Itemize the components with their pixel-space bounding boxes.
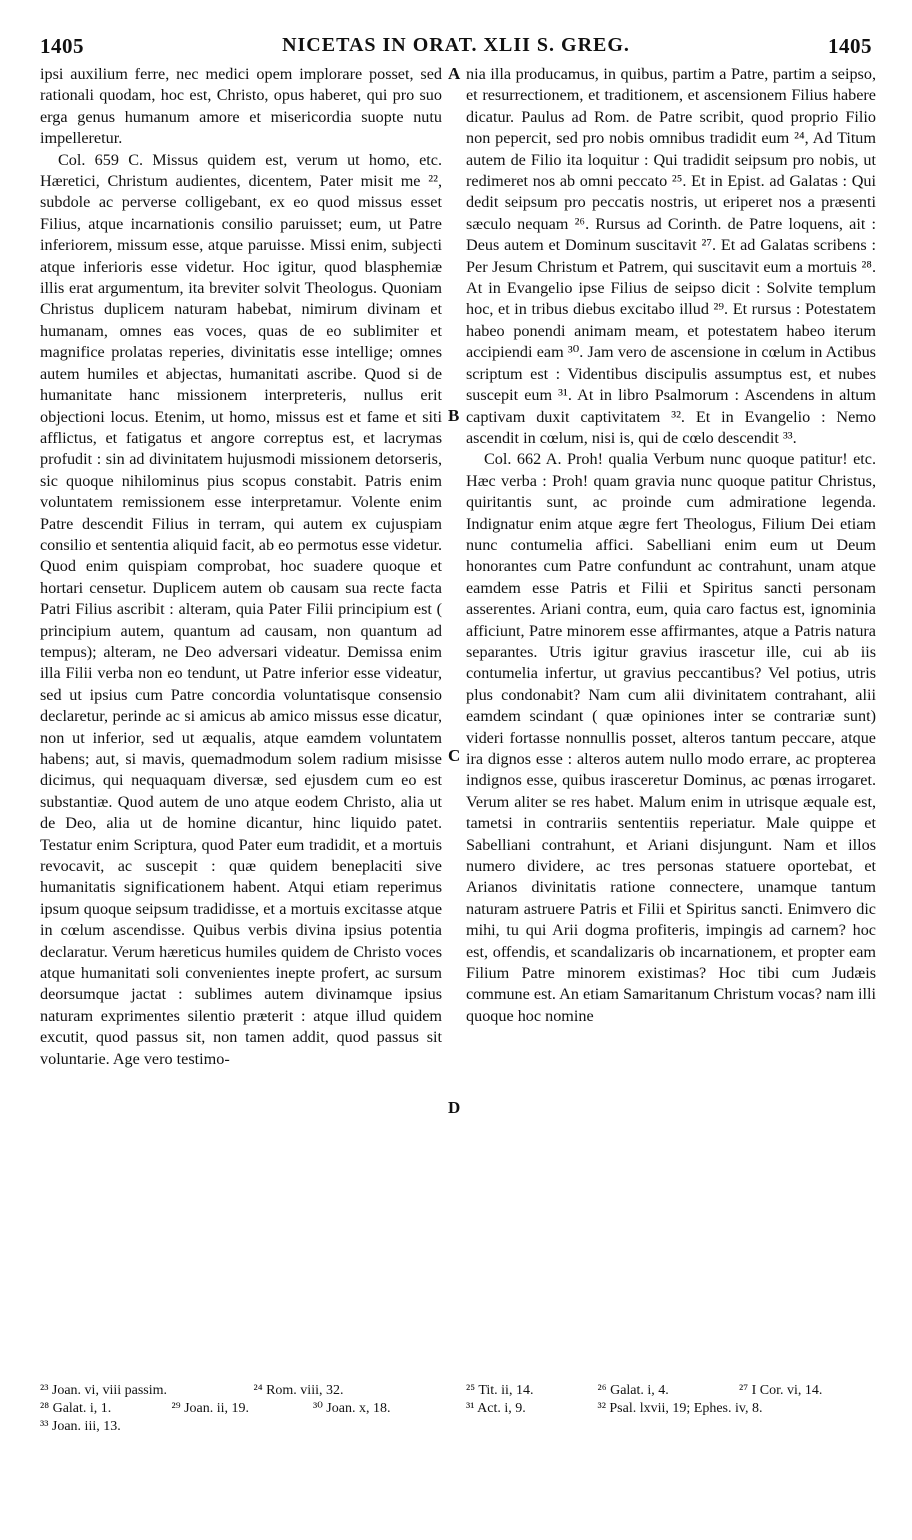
page-number-left: 1405 bbox=[40, 34, 84, 58]
footnote: ²⁹ Joan. ii, 19. bbox=[171, 1401, 250, 1416]
margin-letter-d: D bbox=[448, 1098, 461, 1117]
left-column bbox=[40, 64, 442, 1070]
footnote: ²⁶ Galat. i, 4. bbox=[597, 1383, 669, 1398]
footnote-line bbox=[40, 1418, 440, 1436]
paragraph: Col. 659 C. Missus quidem est, verum ut homo, etc. Hæretici, Christum audientes, dicentem, Pater misit me ²², subdole ac perverse colligebant, ex eo quod missus esset Filius, atque incarnationis consilio paruisset; eum, ut Patre inferiorem, missum esse, atque paruisse. Missi enim, subjecti atque inferioris esse videtur. Hoc igitur, quod blasphemiæ illis erat argumentum, ita breviter solvit Theologus. Quoniam Christus duplicem naturam habebat, nimirum divinam et humanam, omnes eas voces, quas de eo sublimiter et magnifice prolatas reperies, divinitatis esse intellige; omnes autem humiles et abjectas, humanitati ascribe. Quod si de humanitate hanc missionem interpreteris, nullus erit objectioni locus. Etenim, ut homo, missus est et fame et siti afflictus, et fatigatus et angore correptus est, et lacrymas profudit : sin ad divinitatem hujusmodi missionem detorseris, sic quoque nihilominus pius scopus constabit. Patris enim voluntatem remissionem esse interpretamur. Volente enim Patre descendit Filius in terram, qui autem ex cujuspiam consilio et sententia aliquid facit, ab eo permotus esse videtur. Quod enim quispiam comprobat, hoc suadere quoque et hortari censetur. Duplicem autem ob causam sua recte facta Patri Filius ascribit : alteram, quia Pater Filii principium est ( principium autem, quantum ad causam, non quantum ad tempus); alteram, ne Deo adversari videatur. Demissa enim illa Filii verba non eo tendunt, ut Patre inferior esse videatur, sed ut ipsius cum Patre concordia voluntatisque consensio declaretur, perinde ac si amicus ab amico missus esse dicatur, non ut inferior, sed ut æqualis, atque eamdem voluntatem habens; aut, si mavis, quemadmodum solem radium misisse dicimus, qui nequaquam diversæ, sed ejusdem cum eo est substantiæ. Quod autem de uno atque eodem Christo, alia ut de Deo, alia ut de homine dicantur, hinc liquido patet. Testatur enim Scriptura, quod Pater eum tradidit, et a mortuis revocavit, ac suscepit : quæ quidem beneplaciti sive humanitatis significationem habent. Atqui etiam reperimus ipsum quoque seipsum tradidisse, et a mortuis excitasse atque in cœlum ascendisse. Quibus verbis divina ipsius potentia declaratur. Verum hæreticus humiles quidem de Christo voces atque humanitati soli convenientes inepte profert, ac sursum deorsumque jactat : sublimes autem divinamque ipsius naturam exprimentes silentio præterit : atque illud quidem excutit, quod passus sit, non tamen addit, quod passus sit voluntarie. Age vero testimo- bbox=[40, 150, 442, 1068]
footnote: ²⁷ I Cor. vi, 14. bbox=[739, 1383, 823, 1398]
footnote-line bbox=[40, 1382, 440, 1400]
margin-letter-c: C bbox=[448, 746, 461, 765]
footnote: ²⁸ Galat. i, 1. bbox=[40, 1401, 112, 1416]
footnote: ²⁴ Rom. viii, 32. bbox=[253, 1383, 344, 1398]
paragraph: nia illa producamus, in quibus, partim a Patre, partim a seipso, et resurrectionem, et traditionem, et ascensionem Filius habere dicatur. Paulus ad Rom. de Patre scribit, quod proprio Filio non pepercit, sed pro nobis omnibus tradidit eum ²⁴, Ad Titum autem de Filio ita loquitur : Qui tradidit seipsum pro nobis, ut redimeret nos ab omni peccato ²⁵. Et in Epist. ad Galatas : Qui dedit seipsum pro peccatis nostris, ut eriperet nos a præsenti sæculo nequam ²⁶. Rursus ad Corinth. de Patre loquens, ait : Deus autem et Dominum suscitavit ²⁷. Et ad Galatas scribens : Per Jesum Christum et Patrem, qui suscitavit eum a mortuis ²⁸. At in Evangelio ipse Filius de seipso dicit : Solvite templum hoc, et in tribus diebus excitabo illud ²⁹. Et rursus : Potestatem habeo ponendi animam meam, et potestatem habeo iterum accipiendi eam ³⁰. Jam vero de ascensione in cœlum in Actibus scriptum est : Videntibus discipulis assumptus est, et nubes suscepit eum ³¹. At in libro Psalmorum : Ascendens in altum captivam duxit captivitatem ³². Et in Evangelio : Nemo ascendit in cœlum, nisi is, qui de cœlo descendit ³³. bbox=[466, 65, 876, 447]
footnote: ³³ Joan. iii, 13. bbox=[40, 1419, 121, 1434]
page-number-right: 1405 bbox=[828, 34, 872, 58]
footnotes-left bbox=[40, 1382, 440, 1436]
footnote: ³² Psal. lxvii, 19; Ephes. iv, 8. bbox=[597, 1401, 763, 1416]
footnote-line bbox=[40, 1400, 440, 1418]
footnote: ²³ Joan. vi, viii passim. bbox=[40, 1383, 168, 1398]
margin-letter-b: B bbox=[448, 406, 460, 425]
page-header bbox=[0, 34, 912, 60]
footnote-line bbox=[466, 1382, 876, 1400]
footnotes-right bbox=[466, 1382, 876, 1418]
running-head: NICETAS IN ORAT. XLII S. GREG. bbox=[282, 34, 630, 56]
footnote: ³⁰ Joan. x, 18. bbox=[313, 1401, 391, 1416]
footnote-line bbox=[466, 1400, 876, 1418]
paragraph: Col. 662 A. Proh! qualia Verbum nunc quoque patitur! etc. Hæc verba : Proh! quam gravia nunc quoque patitur Christus, quiritantis sunt, ac proinde cum admiratione legenda. Indignatur enim atque ægre fert Theologus, Filium Dei etiam nunc contumelia affici. Sabelliani enim eum ut Deum honorantes cum Patre confundunt ac contrahunt, unam atque eamdem esse Patris et Filii et Spiritus sancti personam asserentes. Ariani contra, eum, quia caro factus est, ignominia afficiunt, Patre minorem esse affirmantes, atque a Patris natura separantes. Utris igitur gravius irascetur ille, cui ab iis contumelia infertur, ut gravius peccantibus? Vel potius, utris plus condonabit? Nam cum alii divinitatem contrahant, alii eamdem scindant ( quæ opiniones inter se contrariæ sunt) videri fortasse nonnullis posset, alteros tantum peccare, atque ira dignos esse : alteros autem nullo modo errare, ac propterea indignos esse, quibus irasceretur Dominus, ac pœnas irrogaret. Verum aliter se res habet. Malum enim in utrisque æquale est, tametsi in contrariis sententiis reperiatur. Male quippe et Sabelliani contrahunt, et Ariani disjungunt. Nam et illos numero dividere, ac tres personas statuere oportebat, et Arianos divinitatis ratione connectere, unamque tantum naturam astruere Patris et Filii et Spiritus sancti. Enimvero dic mihi, tu qui Arii dogma profiteris, impingis ad carnem? hoc est, offendis, et scandalizaris ob incarnationem, et propter eam Filium Patre minorem existimas? Hoc tibi cum Judæis commune est. An etiam Samaritanum Christum vocas? nam illi quoque hoc nomine bbox=[466, 450, 876, 1025]
margin-letter-a: A bbox=[448, 64, 461, 83]
footnote: ³¹ Act. i, 9. bbox=[466, 1401, 526, 1416]
paragraph: ipsi auxilium ferre, nec medici opem implorare posset, sed rationali quodam, hoc est, Christo, opus haberet, qui pro suo erga genus humanum amore et misericordia suopte nutu impelleretur. bbox=[40, 65, 442, 148]
right-column bbox=[466, 64, 876, 1027]
footnote: ²⁵ Tit. ii, 14. bbox=[466, 1383, 534, 1398]
